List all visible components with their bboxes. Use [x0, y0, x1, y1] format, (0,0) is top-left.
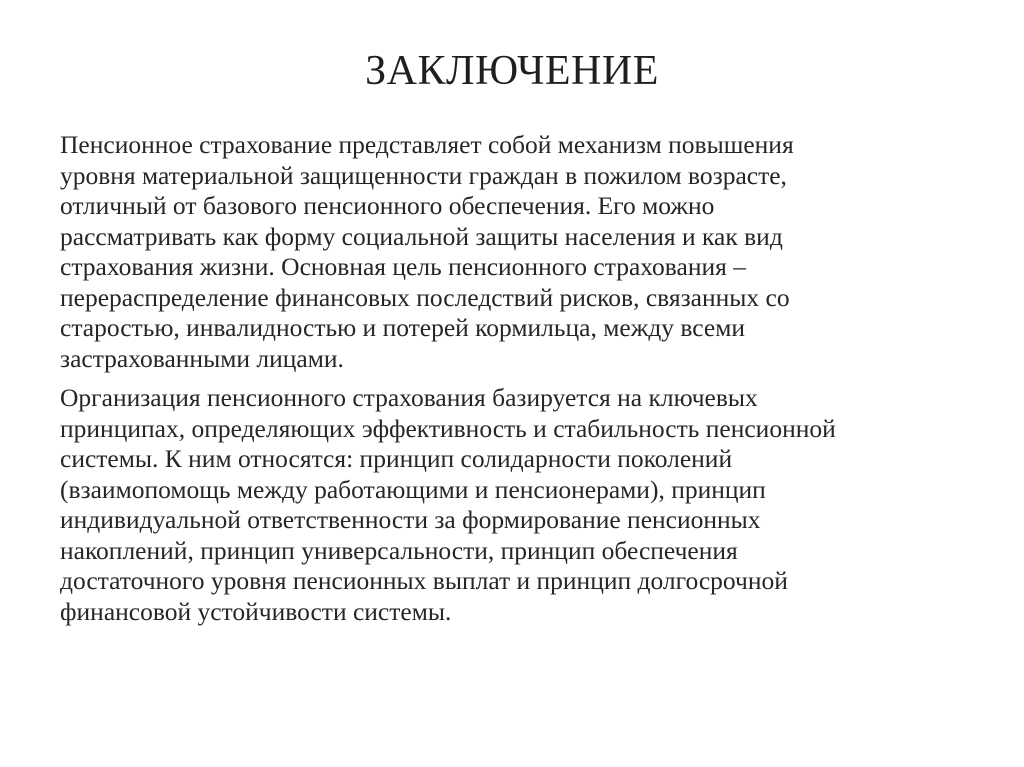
text-line: системы. К ним относятся: принцип солидарности поколений — [60, 444, 733, 473]
text-line: принципах, определяющих эффективность и стабильность пенсионной — [60, 413, 836, 443]
text-line: отличный от базового пенсионного обеспечения. Его можно — [60, 191, 715, 220]
text-line: Организация пенсионного страхования базируется на ключевых — [60, 383, 758, 412]
text-line: старостью, инвалидностью и потерей кормильца, между всеми — [60, 313, 746, 342]
text-line: застрахованными лицами. — [60, 343, 344, 373]
text-line: накоплений, принцип универсальности, принцип обеспечения — [60, 535, 738, 565]
text-line: (взаимопомощь между работающими и пенсионерами), принцип — [60, 474, 766, 504]
text-line: уровня материальной защищенности граждан в пожилом возрасте, — [60, 160, 787, 190]
slide-body — [60, 130, 940, 636]
text-line: финансовой устойчивости системы. — [60, 596, 452, 626]
text-line: индивидуальной ответственности за формирование пенсионных — [60, 505, 761, 534]
text-line: рассматривать как форму социальной защиты населения и как вид — [60, 221, 783, 251]
text-line: достаточного уровня пенсионных выплат и принцип долгосрочной — [60, 566, 788, 595]
paragraph-1 — [60, 130, 940, 374]
paragraph-2 — [60, 383, 940, 627]
slide-title: ЗАКЛЮЧЕНИЕ — [365, 48, 659, 94]
text-line: перераспределение финансовых последствий рисков, связанных со — [60, 282, 790, 312]
text-line: страхования жизни. Основная цель пенсионного страхования – — [60, 252, 746, 281]
text-line: Пенсионное страхование представляет собой механизм повышения — [60, 130, 794, 159]
